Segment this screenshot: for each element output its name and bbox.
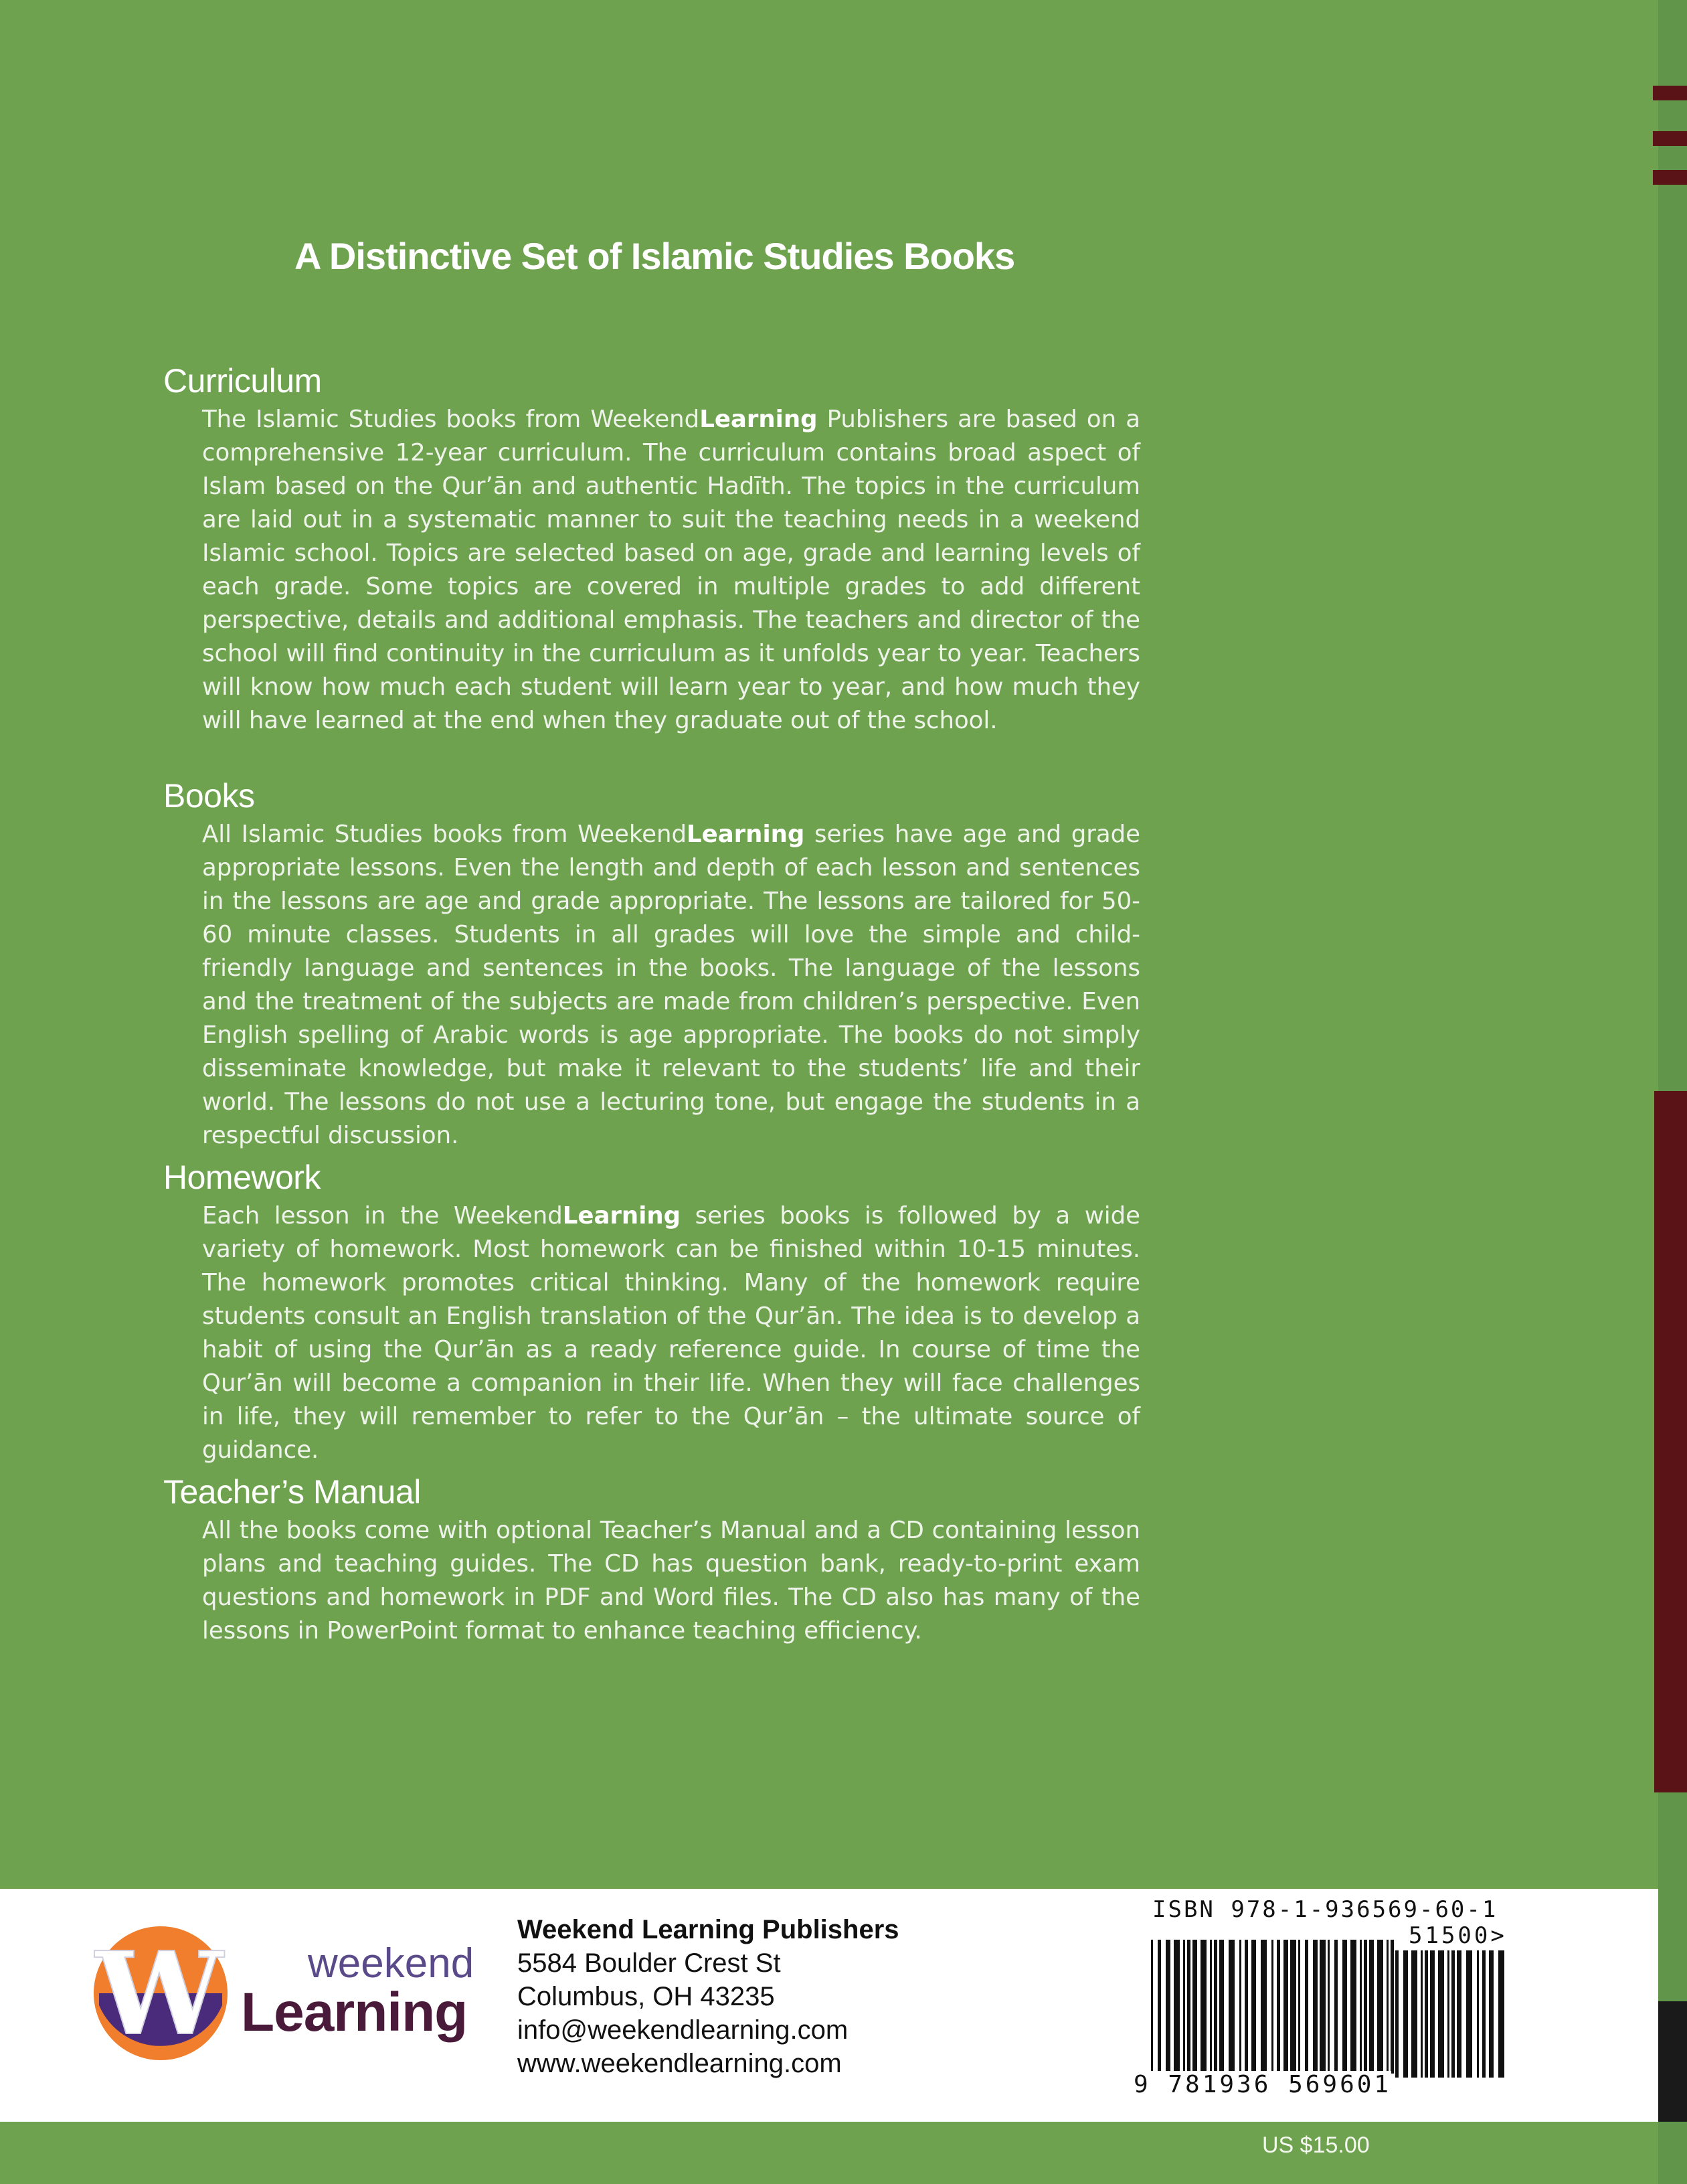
spine-band	[1654, 1091, 1687, 1792]
barcode-bar	[1271, 1940, 1273, 2074]
spine-mark-top-2	[1653, 131, 1687, 146]
barcode-main	[1150, 1940, 1397, 2084]
svg-text:W: W	[95, 1927, 224, 2061]
barcode-bar	[1395, 1950, 1399, 2078]
logo-text-learning: Learning	[241, 1982, 468, 2043]
barcode-bar	[1298, 1940, 1300, 2074]
spine-mark-top-3	[1653, 170, 1687, 185]
barcode-addon	[1394, 1950, 1508, 2084]
section-body: Each lesson in the WeekendLearning series books is followed by a wide variety of homework. Most homework can be finished within 10-15 minutes. The homework promotes critical thinking. Many of the homework require students consult an English translation of the Qur’ān. The idea is to develop a habit of using the Qur’ān as a ready reference guide. In course of time the Qur’ān will become a companion in their life. When they will face challenges in life, they will remember to refer to the Qur’ān – the ultimate source of guidance.	[202, 1202, 1140, 1464]
barcode-bar	[1261, 1940, 1267, 2074]
barcode-bar	[1251, 1940, 1256, 2074]
barcode-number: 9 781936 569601	[1134, 2071, 1392, 2098]
barcode-bar	[1377, 1940, 1383, 2074]
logo-mark-icon	[87, 1920, 234, 2067]
publisher-email: info@weekendlearning.com	[517, 2015, 849, 2045]
barcode-bar	[1477, 1950, 1479, 2078]
section-heading: Curriculum	[163, 362, 322, 400]
publisher-city: Columbus, OH 43235	[517, 1982, 775, 2011]
barcode-bar	[1466, 1950, 1472, 2078]
barcode-bar	[1166, 1940, 1170, 2074]
spine-mark-top-1	[1653, 86, 1687, 100]
publisher-address	[517, 1913, 899, 2080]
barcode-bar	[1451, 1950, 1455, 2078]
section-books	[163, 776, 1140, 1153]
barcode-bar	[1239, 1940, 1241, 2074]
barcode-bar	[1482, 1950, 1486, 2078]
barcode-bar	[1320, 1940, 1326, 2074]
publisher-street: 5584 Boulder Crest St	[517, 1948, 781, 1978]
barcode-bar	[1334, 1940, 1338, 2074]
publisher-name: Weekend Learning Publishers	[517, 1915, 899, 1944]
logo-text-weekend: weekend	[308, 1940, 474, 1987]
barcode-bar	[1151, 1940, 1153, 2074]
barcode-bar	[1290, 1940, 1296, 2074]
section-heading: Teacher’s Manual	[163, 1473, 421, 1511]
barcode-bar	[1489, 1950, 1494, 2078]
barcode-bar	[1277, 1940, 1280, 2074]
barcode-bar	[1214, 1940, 1217, 2074]
barcode-bar	[1219, 1940, 1224, 2074]
barcode-bar	[1183, 1940, 1185, 2074]
barcode-bar	[1283, 1940, 1288, 2074]
section-body: All the books come with optional Teacher’s Manual and a CD containing lesson plans and teaching guides. The CD has question bank, ready-to-print exam questions and homework in PDF and Word files. The CD also has many of the lessons in PowerPoint format to enhance teaching efficiency.	[202, 1517, 1140, 1645]
section-body: The Islamic Studies books from WeekendLearning Publishers are based on a comprehensive 12-year curriculum. The curriculum contains broad aspect of Islam based on the Qur’ān and authentic Hadīth. The topics in the curriculum are laid out in a systematic manner to suit the teaching needs in a weekend Islamic school. Topics are selected based on age, grade and learning levels of each grade. Some topics are covered in multiple grades to add different perspective, details and additional emphasis. The teachers and director of the school will find continuity in the curriculum as it unfolds year to year. Teachers will know how much each student will learn year to year, and how much they will have learned at the end when they graduate out of the school.	[202, 406, 1140, 734]
isbn-label: ISBN 978-1-936569-60-1	[1152, 1896, 1498, 1923]
barcode-bar	[1360, 1940, 1362, 2074]
section-heading: Homework	[163, 1159, 321, 1196]
barcode-bar	[1498, 1950, 1504, 2078]
section-curriculum	[163, 361, 1140, 738]
barcode-bar	[1425, 1950, 1428, 2078]
barcode-bar	[1430, 1950, 1435, 2078]
section-teachers-manual	[163, 1473, 1140, 1648]
barcode-bar	[1369, 1940, 1374, 2074]
barcode-bar	[1364, 1940, 1367, 2074]
publisher-website: www.weekendlearning.com	[517, 2049, 842, 2078]
barcode-bar	[1457, 1950, 1461, 2078]
barcode-bar	[1403, 1950, 1408, 2078]
barcode-bar	[1350, 1940, 1356, 2074]
publisher-logo	[87, 1920, 474, 2067]
spine-dark-block	[1658, 2001, 1687, 2122]
barcode-bar	[1438, 1950, 1444, 2078]
barcode-bar	[1201, 1940, 1207, 2074]
barcode-bar	[1447, 1950, 1449, 2078]
barcode-bar	[1229, 1940, 1235, 2074]
barcode-bar	[1328, 1940, 1330, 2074]
barcode-bar	[1174, 1940, 1180, 2074]
section-heading: Books	[163, 777, 255, 815]
barcode-bar	[1411, 1950, 1417, 2078]
price-addon-code: 51500>	[1409, 1922, 1507, 1949]
barcode-bar	[1342, 1940, 1347, 2074]
barcode-bar	[1245, 1940, 1248, 2074]
barcode-bar	[1187, 1940, 1190, 2074]
cover-title: A Distinctive Set of Islamic Studies Books	[294, 235, 1015, 277]
barcode-bar	[1305, 1940, 1308, 2074]
section-body: All Islamic Studies books from WeekendLearning series have age and grade appropriate lessons. Even the length and depth of each lesson and sentences in the lessons are age and grade appropriate. The lessons are tailored for 50-60 minute classes. Students in all grades will love the simple and child-friendly language and sentences in the books. The language of the lessons and the treatment of the subjects are made from children’s perspective. Even English spelling of Arabic words is age appropriate. The books do not simply disseminate knowledge, but make it relevant to the students’ life and their world. The lessons do not use a lecturing tone, but engage the students in a respectful discussion.	[202, 821, 1140, 1149]
barcode-bar	[1421, 1950, 1423, 2078]
barcode-bar	[1158, 1940, 1161, 2074]
barcode-bar	[1313, 1940, 1318, 2074]
price-label: US $15.00	[1262, 2132, 1370, 2158]
barcode-bar	[1387, 1940, 1389, 2074]
barcode-bar	[1192, 1940, 1197, 2074]
section-homework	[163, 1158, 1140, 1467]
barcode-bar	[1210, 1940, 1212, 2074]
